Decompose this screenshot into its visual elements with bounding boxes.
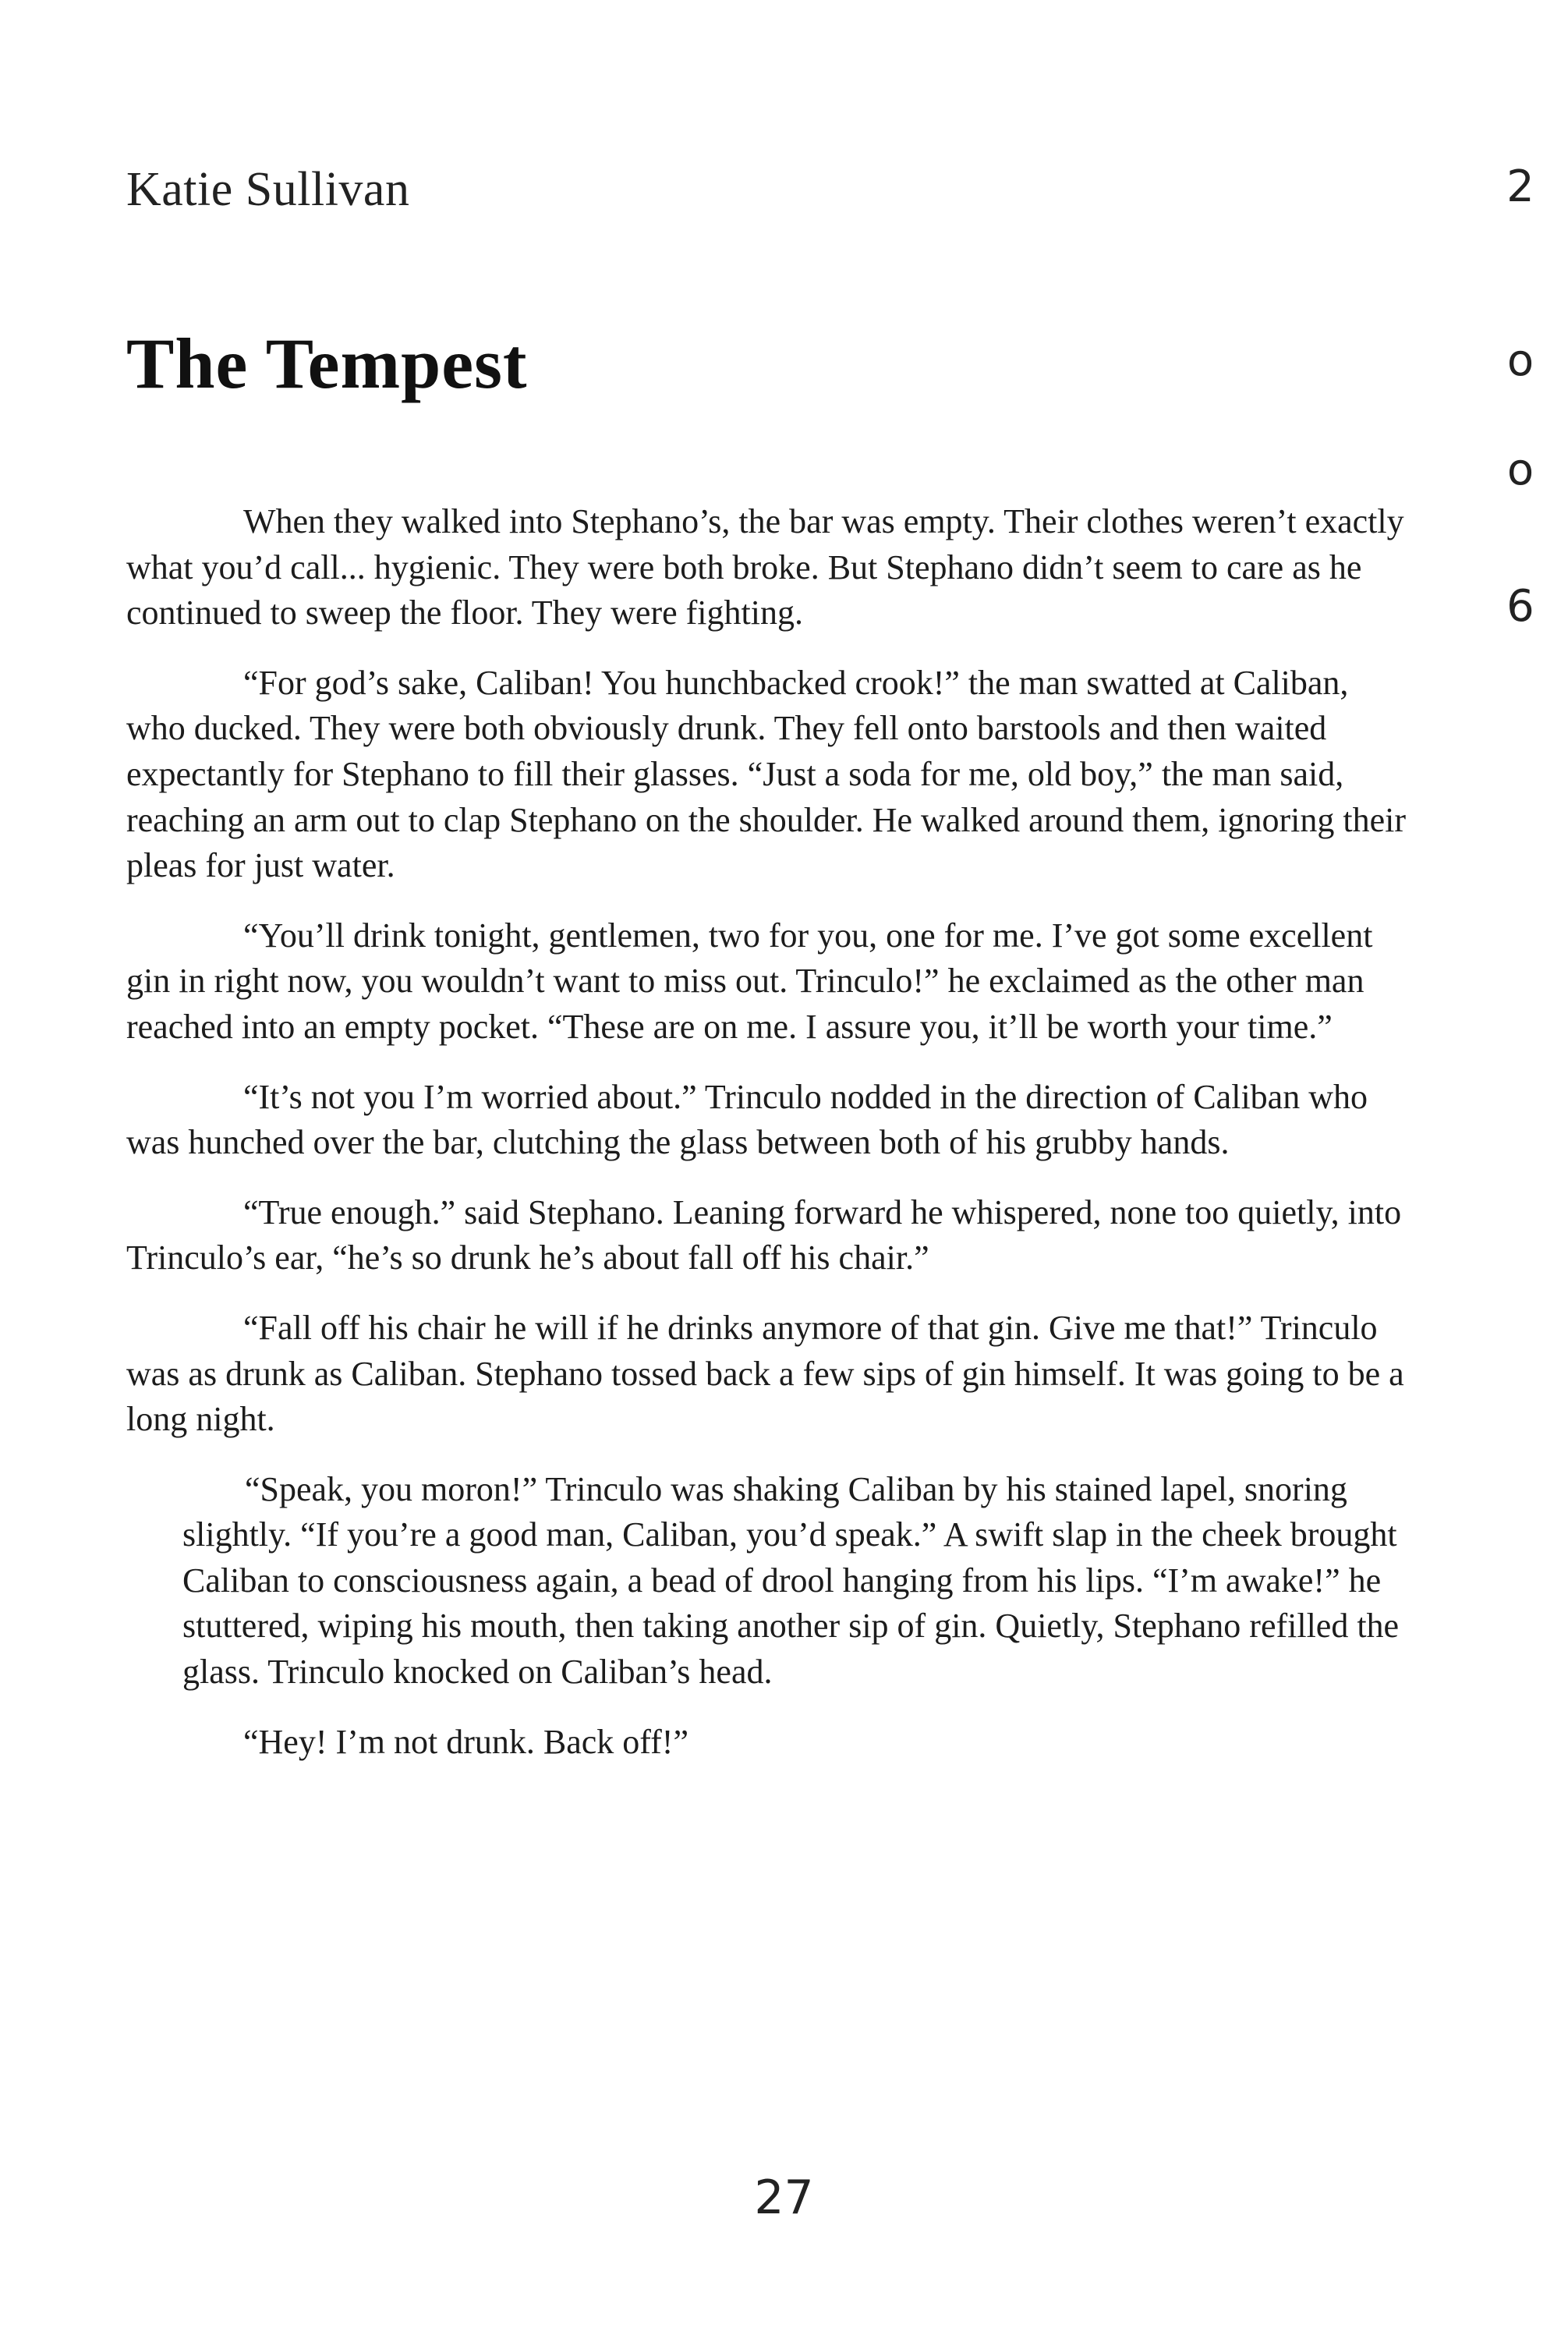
paragraph: “Hey! I’m not drunk. Back off!” <box>243 1722 688 1761</box>
paragraph: “Fall off his chair he will if he drinks anymore of that gin. Give me that!” Trinculo was as drunk as Caliban. Stephano tossed back a few sips of gin himself. It was going to be a long night. <box>126 1308 1404 1439</box>
year-digit: o <box>1506 335 1534 386</box>
paragraph: “Speak, you moron!” Trinculo was shaking Caliban by his stained lapel, snoring slightly. “If you’re a good man, Caliban, you’d speak.” A swift slap in the cheek brought Caliban to consciousness again, a bead of drool hanging from his lips. “I’m awake!” he stuttered, wiping his mouth, then taking another sip of gin. Quietly, Stephano refilled the glass. Trinculo knocked on Caliban’s head. <box>182 1469 1400 1692</box>
paragraph: When they walked into Stephano’s, the bar was empty. Their clothes weren’t exactly what you’d call... hygienic. They were both broke. But Stephano didn’t seem to care as he continued to sweep the floor. They were fighting. <box>126 502 1404 632</box>
paragraph: “True enough.” said Stephano. Leaning forward he whispered, none too quietly, into Trinculo’s ear, “he’s so drunk he’s about fall off his chair.” <box>126 1192 1402 1277</box>
year-digit: 6 <box>1506 581 1534 632</box>
year-digit: 2 <box>1506 161 1534 212</box>
paragraph: “You’ll drink tonight, gentlemen, two for you, one for me. I’ve got some excellent gin in right now, you wouldn’t want to miss out. Trinculo!” he exclaimed as the other man reached into an empty pocket. “These are on me. I assure you, it’ll be worth your time.” <box>126 916 1373 1046</box>
paragraph: “It’s not you I’m worried about.” Trinculo nodded in the direction of Caliban who was hunched over the bar, clutching the glass between both of his grubby hands. <box>126 1077 1368 1162</box>
paragraph: “For god’s sake, Caliban! You hunchbacked crook!” the man swatted at Caliban, who ducked. They were both obviously drunk. They fell onto barstools and then waited expectantly for Stephano to fill their glasses. “Just a soda for me, old boy,” the man said, reaching an arm out to clap Stephano on the shoulder. He walked around them, ignoring their pleas for just water. <box>126 663 1406 885</box>
story-body <box>126 499 1413 1789</box>
page-number: 27 <box>754 2170 814 2225</box>
year-digit: o <box>1506 445 1534 495</box>
author-name: Katie Sullivan <box>126 163 410 216</box>
story-title: The Tempest <box>126 324 528 403</box>
